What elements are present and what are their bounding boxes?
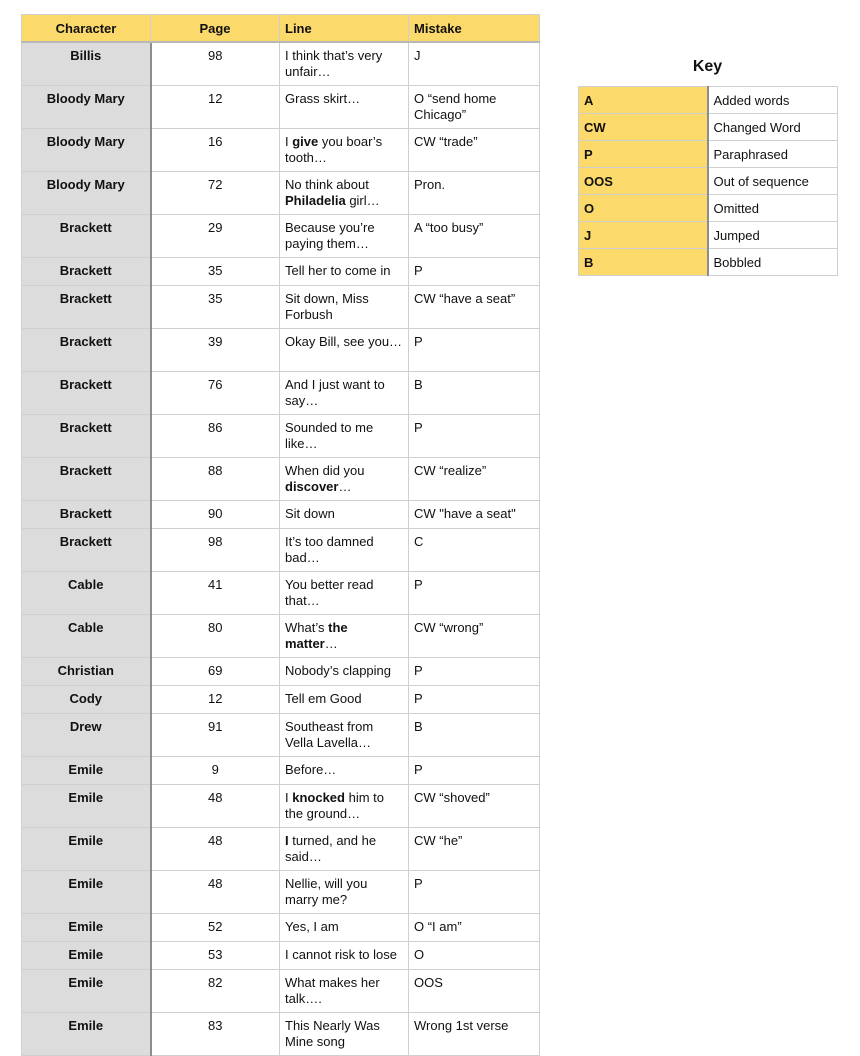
cell-line xyxy=(280,501,409,529)
table-row xyxy=(22,914,540,942)
line-text: turned, and he said… xyxy=(285,833,377,864)
table-row xyxy=(22,129,540,172)
line-emphasis: knocked xyxy=(292,790,345,805)
cell-mistake: Pron. xyxy=(409,172,540,215)
cell-character: Brackett xyxy=(22,372,151,415)
key-row xyxy=(579,222,838,249)
cell-character: Christian xyxy=(22,658,151,686)
table-row xyxy=(22,172,540,215)
table-row xyxy=(22,258,540,286)
key-meaning: Jumped xyxy=(708,222,838,249)
cell-mistake: CW "have a seat" xyxy=(409,501,540,529)
cell-character: Cody xyxy=(22,686,151,714)
key-row xyxy=(579,87,838,114)
cell-page: 41 xyxy=(151,572,280,615)
line-text: I xyxy=(285,134,293,149)
cell-page: 16 xyxy=(151,129,280,172)
key-meaning: Paraphrased xyxy=(708,141,838,168)
line-text: I xyxy=(285,790,293,805)
cell-line xyxy=(280,757,409,785)
cell-character: Emile xyxy=(22,914,151,942)
line-text: Nellie, will you marry me? xyxy=(285,876,368,907)
cell-character: Emile xyxy=(22,970,151,1013)
cell-mistake: OOS xyxy=(409,970,540,1013)
table-row xyxy=(22,757,540,785)
line-text: I think that’s very unfair… xyxy=(285,48,383,79)
cell-mistake: B xyxy=(409,372,540,415)
line-text: No think about xyxy=(285,177,369,192)
key-code: J xyxy=(579,222,708,249)
key-meaning: Omitted xyxy=(708,195,838,222)
cell-character: Cable xyxy=(22,615,151,658)
cell-mistake: P xyxy=(409,415,540,458)
mistakes-table xyxy=(21,14,540,1056)
line-text: … xyxy=(338,479,352,494)
cell-mistake: A “too busy” xyxy=(409,215,540,258)
cell-mistake: CW “realize” xyxy=(409,458,540,501)
table-row xyxy=(22,828,540,871)
cell-page: 35 xyxy=(151,258,280,286)
cell-page: 12 xyxy=(151,686,280,714)
line-text: Tell her to come in xyxy=(285,263,391,278)
cell-character: Drew xyxy=(22,714,151,757)
cell-mistake: J xyxy=(409,42,540,86)
table-row xyxy=(22,572,540,615)
table-row xyxy=(22,658,540,686)
key-code: CW xyxy=(579,114,708,141)
header-page: Page xyxy=(151,15,280,43)
line-text: I cannot risk to lose xyxy=(285,947,397,962)
cell-mistake: CW “trade” xyxy=(409,129,540,172)
cell-character: Cable xyxy=(22,572,151,615)
table-row xyxy=(22,458,540,501)
cell-line xyxy=(280,172,409,215)
table-row xyxy=(22,215,540,258)
line-text: What’s xyxy=(285,620,329,635)
cell-line xyxy=(280,42,409,86)
cell-line xyxy=(280,970,409,1013)
cell-character: Brackett xyxy=(22,215,151,258)
cell-mistake: O “send home Chicago” xyxy=(409,86,540,129)
line-text: Yes, I am xyxy=(285,919,339,934)
table-row xyxy=(22,714,540,757)
key-row xyxy=(579,141,838,168)
table-body xyxy=(22,42,540,1056)
cell-line xyxy=(280,686,409,714)
cell-mistake: Wrong 1st verse xyxy=(409,1013,540,1056)
table-row xyxy=(22,1013,540,1056)
cell-character: Brackett xyxy=(22,329,151,372)
line-text: Southeast from Vella Lavella… xyxy=(285,719,374,750)
cell-page: 48 xyxy=(151,828,280,871)
line-text: girl… xyxy=(345,193,380,208)
cell-line xyxy=(280,572,409,615)
cell-line xyxy=(280,714,409,757)
cell-line xyxy=(280,914,409,942)
cell-line xyxy=(280,1013,409,1056)
key-row xyxy=(579,195,838,222)
cell-page: 29 xyxy=(151,215,280,258)
line-text: What makes her talk…. xyxy=(285,975,380,1006)
cell-line xyxy=(280,458,409,501)
line-text: It’s too damned bad… xyxy=(285,534,374,565)
line-text: Nobody’s clapping xyxy=(285,663,391,678)
cell-page: 86 xyxy=(151,415,280,458)
key-table xyxy=(578,86,838,276)
key-meaning: Added words xyxy=(708,87,838,114)
key-code: OOS xyxy=(579,168,708,195)
cell-page: 53 xyxy=(151,942,280,970)
cell-character: Emile xyxy=(22,785,151,828)
line-emphasis: discover xyxy=(285,479,339,494)
line-emphasis: I xyxy=(285,833,289,848)
cell-character: Brackett xyxy=(22,501,151,529)
line-text: When did you xyxy=(285,463,365,478)
table-row xyxy=(22,686,540,714)
key-meaning: Bobbled xyxy=(708,249,838,276)
line-text: Because you’re paying them… xyxy=(285,220,375,251)
cell-page: 48 xyxy=(151,871,280,914)
cell-character: Emile xyxy=(22,1013,151,1056)
cell-page: 76 xyxy=(151,372,280,415)
line-text: him to the ground… xyxy=(285,790,384,821)
cell-page: 12 xyxy=(151,86,280,129)
table-row xyxy=(22,372,540,415)
line-text: This Nearly Was Mine song xyxy=(285,1018,380,1049)
cell-character: Brackett xyxy=(22,258,151,286)
line-text: And I just want to say… xyxy=(285,377,385,408)
cell-mistake: O xyxy=(409,942,540,970)
key-title: Key xyxy=(692,58,723,75)
table-row xyxy=(22,501,540,529)
key-code: O xyxy=(579,195,708,222)
line-text: Before… xyxy=(285,762,337,777)
cell-page: 35 xyxy=(151,286,280,329)
cell-page: 39 xyxy=(151,329,280,372)
cell-character: Emile xyxy=(22,871,151,914)
cell-mistake: CW “wrong” xyxy=(409,615,540,658)
line-text: You better read that… xyxy=(285,577,374,608)
cell-line xyxy=(280,942,409,970)
cell-mistake: C xyxy=(409,529,540,572)
cell-character: Emile xyxy=(22,942,151,970)
cell-line xyxy=(280,329,409,372)
cell-mistake: P xyxy=(409,658,540,686)
key-code: A xyxy=(579,87,708,114)
key-body xyxy=(579,87,838,276)
table-row xyxy=(22,970,540,1013)
cell-mistake: O “I am” xyxy=(409,914,540,942)
cell-page: 90 xyxy=(151,501,280,529)
line-text: Tell em Good xyxy=(285,691,362,706)
line-text: Sit down, Miss Forbush xyxy=(285,291,369,322)
key-row xyxy=(579,249,838,276)
table-row xyxy=(22,615,540,658)
cell-character: Brackett xyxy=(22,458,151,501)
cell-character: Bloody Mary xyxy=(22,129,151,172)
table-row xyxy=(22,529,540,572)
cell-line xyxy=(280,86,409,129)
table-row xyxy=(22,286,540,329)
cell-mistake: B xyxy=(409,714,540,757)
table-row xyxy=(22,871,540,914)
cell-line xyxy=(280,615,409,658)
table-row xyxy=(22,942,540,970)
header-mistake: Mistake xyxy=(409,15,540,43)
cell-character: Emile xyxy=(22,828,151,871)
cell-line xyxy=(280,215,409,258)
cell-character: Bloody Mary xyxy=(22,172,151,215)
table-row xyxy=(22,329,540,372)
cell-page: 98 xyxy=(151,42,280,86)
line-text: Sit down xyxy=(285,506,335,521)
key-code: P xyxy=(579,141,708,168)
cell-line xyxy=(280,871,409,914)
cell-line xyxy=(280,129,409,172)
cell-mistake: P xyxy=(409,686,540,714)
cell-line xyxy=(280,415,409,458)
key-row xyxy=(579,114,838,141)
cell-mistake: P xyxy=(409,757,540,785)
cell-page: 69 xyxy=(151,658,280,686)
cell-page: 83 xyxy=(151,1013,280,1056)
key-meaning: Out of sequence xyxy=(708,168,838,195)
cell-line xyxy=(280,529,409,572)
cell-page: 48 xyxy=(151,785,280,828)
cell-mistake: CW “shoved” xyxy=(409,785,540,828)
table-row xyxy=(22,42,540,86)
cell-character: Brackett xyxy=(22,529,151,572)
line-text: Grass skirt… xyxy=(285,91,361,106)
cell-page: 72 xyxy=(151,172,280,215)
cell-line xyxy=(280,658,409,686)
cell-character: Brackett xyxy=(22,415,151,458)
cell-mistake: P xyxy=(409,329,540,372)
line-text: Sounded to me like… xyxy=(285,420,374,451)
cell-line xyxy=(280,258,409,286)
cell-page: 88 xyxy=(151,458,280,501)
cell-page: 80 xyxy=(151,615,280,658)
cell-line xyxy=(280,785,409,828)
key-row xyxy=(579,168,838,195)
cell-mistake: P xyxy=(409,572,540,615)
line-emphasis: give xyxy=(292,134,319,149)
line-emphasis: Philadelia xyxy=(285,193,346,208)
table-row xyxy=(22,415,540,458)
cell-character: Emile xyxy=(22,757,151,785)
line-text: Okay Bill, see you… xyxy=(285,334,403,349)
cell-character: Billis xyxy=(22,42,151,86)
cell-page: 91 xyxy=(151,714,280,757)
line-text: you boar’s tooth… xyxy=(285,134,383,165)
cell-mistake: CW “have a seat” xyxy=(409,286,540,329)
table-row xyxy=(22,86,540,129)
line-emphasis: the matter xyxy=(285,620,348,651)
cell-mistake: P xyxy=(409,258,540,286)
cell-mistake: P xyxy=(409,871,540,914)
cell-page: 9 xyxy=(151,757,280,785)
cell-line xyxy=(280,372,409,415)
key-meaning: Changed Word xyxy=(708,114,838,141)
key-code: B xyxy=(579,249,708,276)
cell-character: Brackett xyxy=(22,286,151,329)
header-line: Line xyxy=(280,15,409,43)
header-row xyxy=(22,15,540,43)
cell-mistake: CW “he” xyxy=(409,828,540,871)
cell-line xyxy=(280,828,409,871)
cell-page: 98 xyxy=(151,529,280,572)
cell-page: 52 xyxy=(151,914,280,942)
cell-character: Bloody Mary xyxy=(22,86,151,129)
table-row xyxy=(22,785,540,828)
header-character: Character xyxy=(22,15,151,43)
line-text: … xyxy=(324,636,338,651)
cell-line xyxy=(280,286,409,329)
cell-page: 82 xyxy=(151,970,280,1013)
